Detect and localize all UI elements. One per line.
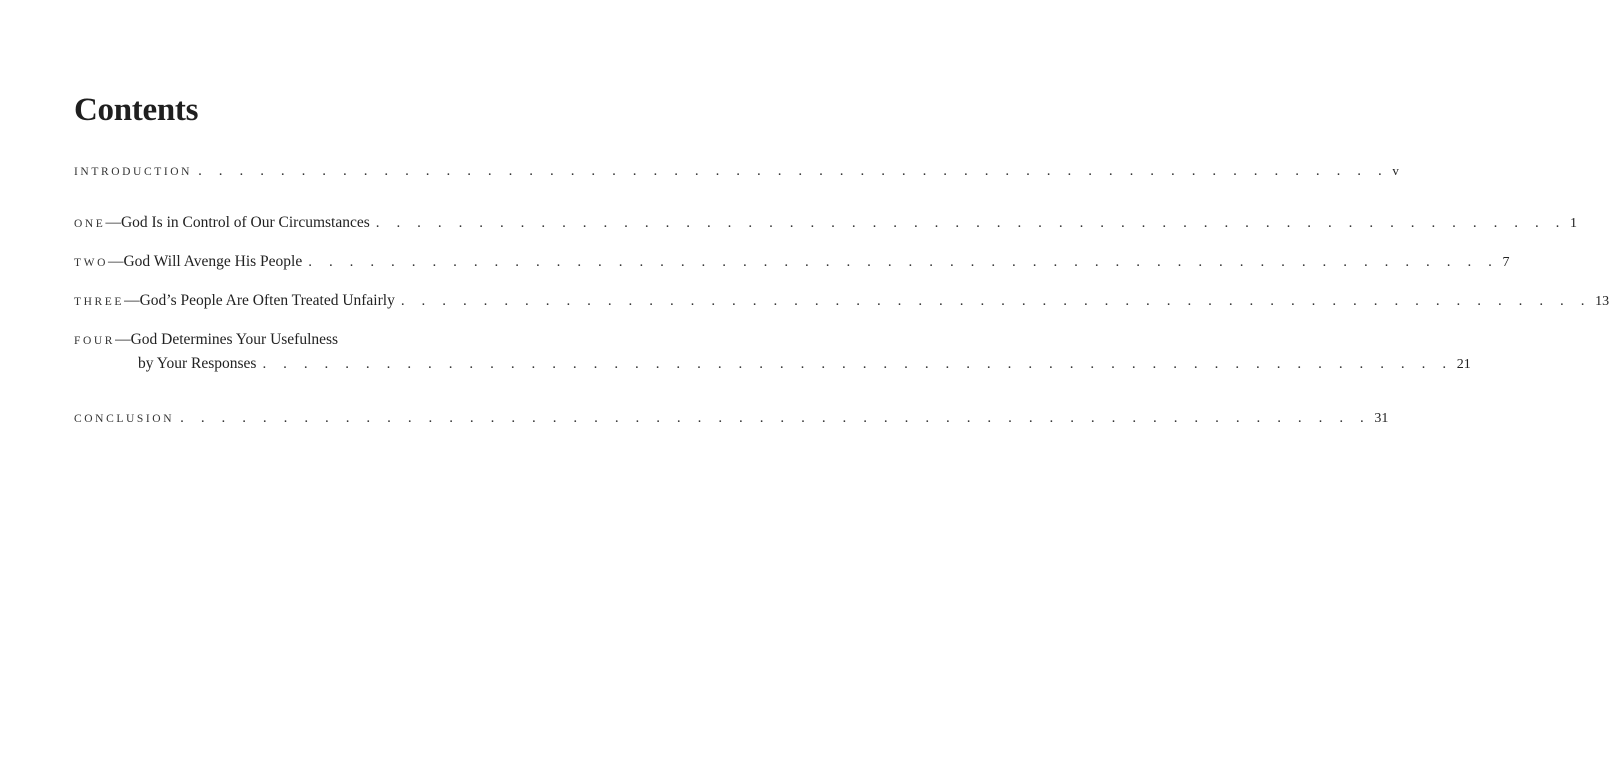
toc-entry-label: CONCLUSION [74,413,175,425]
dot-leader: . . . . . . . . . . . . . . . . . . . . . . . . . . . . . . . . . . . . . . . . . . . . . . . . . . . . . . . . . . [400,293,1592,309]
toc-chapter-title: God Is in Control of Our Circumstances [120,214,370,231]
em-dash: — [124,292,140,309]
toc-entry-introduction[interactable] [74,161,1400,182]
toc-entry-conclusion[interactable] [74,408,1389,429]
toc-chapter-title: God’s People Are Often Treated Unfairly [139,292,395,309]
toc-page-number: 7 [1502,255,1510,270]
toc-chapter-title: God Determines Your Usefulness [130,331,339,348]
toc-chapter-title-continued: by Your Responses [138,355,257,372]
toc-entry-four[interactable] [74,330,477,351]
em-dash: — [115,331,131,348]
toc-entry-label: INTRODUCTION [74,166,193,178]
toc-chapter-number: TWO [74,257,108,269]
toc-page-number: v [1392,163,1400,178]
em-dash: — [107,253,124,270]
toc-page-number: 13 [1595,294,1609,309]
toc-entry-one[interactable] [74,213,1578,234]
dot-leader: . . . . . . . . . . . . . . . . . . . . . . . . . . . . . . . . . . . . . . . . . . . . . . . . . . . . . . . . . . [198,163,1389,179]
dot-leader: . . . . . . . . . . . . . . . . . . . . . . . . . . . . . . . . . . . . . . . . . . . . . . . . . . . . . . . . . . [308,254,1499,270]
toc-entry-three[interactable] [74,291,1609,312]
toc-page-number: 1 [1570,216,1578,231]
toc-entry-two[interactable] [74,252,1510,273]
toc-chapter-number: ONE [74,218,106,230]
toc-entry-four-continued[interactable] [138,354,1471,375]
toc-page-number: 31 [1374,411,1389,426]
page-title: Contents [74,92,199,128]
toc-page-number: 21 [1456,357,1471,372]
dot-leader: . . . . . . . . . . . . . . . . . . . . . . . . . . . . . . . . . . . . . . . . . . . . . . . . . . . . . . . . . . [375,215,1567,231]
dot-leader: . . . . . . . . . . . . . . . . . . . . . . . . . . . . . . . . . . . . . . . . . . . . . . . . . . . . . . . . . . [180,410,1371,426]
em-dash: — [105,214,121,231]
toc-chapter-number: THREE [74,296,125,308]
dot-leader: . . . . . . . . . . . . . . . . . . . . . . . . . . . . . . . . . . . . . . . . . . . . . . . . . . . . . . . . . . [262,356,1453,372]
toc-chapter-title: God Will Avenge His People [123,253,303,270]
toc-chapter-number: FOUR [74,335,116,347]
